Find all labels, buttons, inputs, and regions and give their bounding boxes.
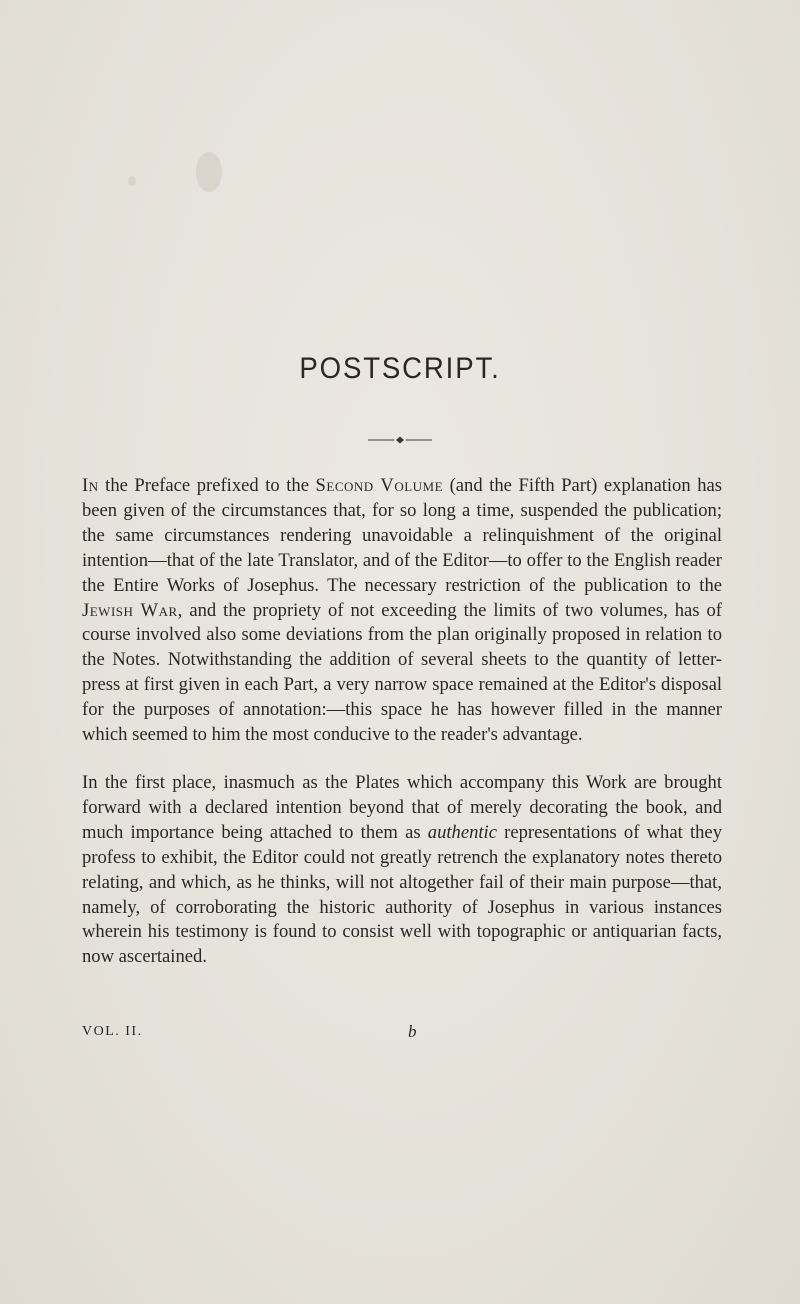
- paper-stain: [196, 152, 222, 192]
- text-span: representations of what they profess to exhibit, the Editor could not greatly retrench the explanatory notes thereto relating, and which, as he thinks, will not altogether fail of their main purpose—that, namely, of corroborating the historic authority of Josephus in various instances wherein his testimony is found to consist well with topographic or antiquarian facts, now ascertained.: [82, 821, 722, 968]
- page-footer: [82, 1024, 722, 1044]
- text-span: Jewish War: [82, 599, 178, 621]
- text-span: authentic: [427, 821, 497, 843]
- text-span: the Preface prefixed to the: [98, 475, 316, 496]
- text-span: (and the Fifth Part) explanation has been given of the circumstances that, for so long a time, suspended the publication; the same circumstances rendering unavoidable a relinquishment of the original intention—that of the late Translator, and of the Editor—to offer to the English reader the Entire Works of Josephus. The necessary restriction of the publication to the: [82, 475, 723, 596]
- page-title: POSTSCRIPT.: [299, 352, 501, 385]
- paper-stain: [128, 176, 136, 186]
- rule-diamond-icon: [368, 436, 432, 444]
- body-text: [82, 474, 722, 970]
- text-span: In: [82, 475, 99, 496]
- signature-mark: b: [408, 1022, 417, 1041]
- volume-label: VOL. II.: [82, 1024, 143, 1039]
- paragraph-2: [82, 771, 722, 970]
- text-span: , and the propriety of not exceeding the limits of two volumes, has of course involved also some deviations from the plan originally proposed in relation to the Notes. Notwithstanding the addition of several sheets to the quantity of letter-press at first given in each Part, a very narrow space remained at the Editor's disposal for the purposes of annotation:—this space he has however filled in the manner which seemed to him the most conducive to the reader's advantage.: [82, 599, 722, 746]
- paragraph-1: [82, 474, 722, 748]
- text-span: Second Volume: [315, 475, 444, 496]
- text-span: In the first place, inasmuch as the Plates which accompany this Work are brought forward with a declared intention beyond that of merely decorating the book, and much importance being attached to them as: [82, 771, 722, 843]
